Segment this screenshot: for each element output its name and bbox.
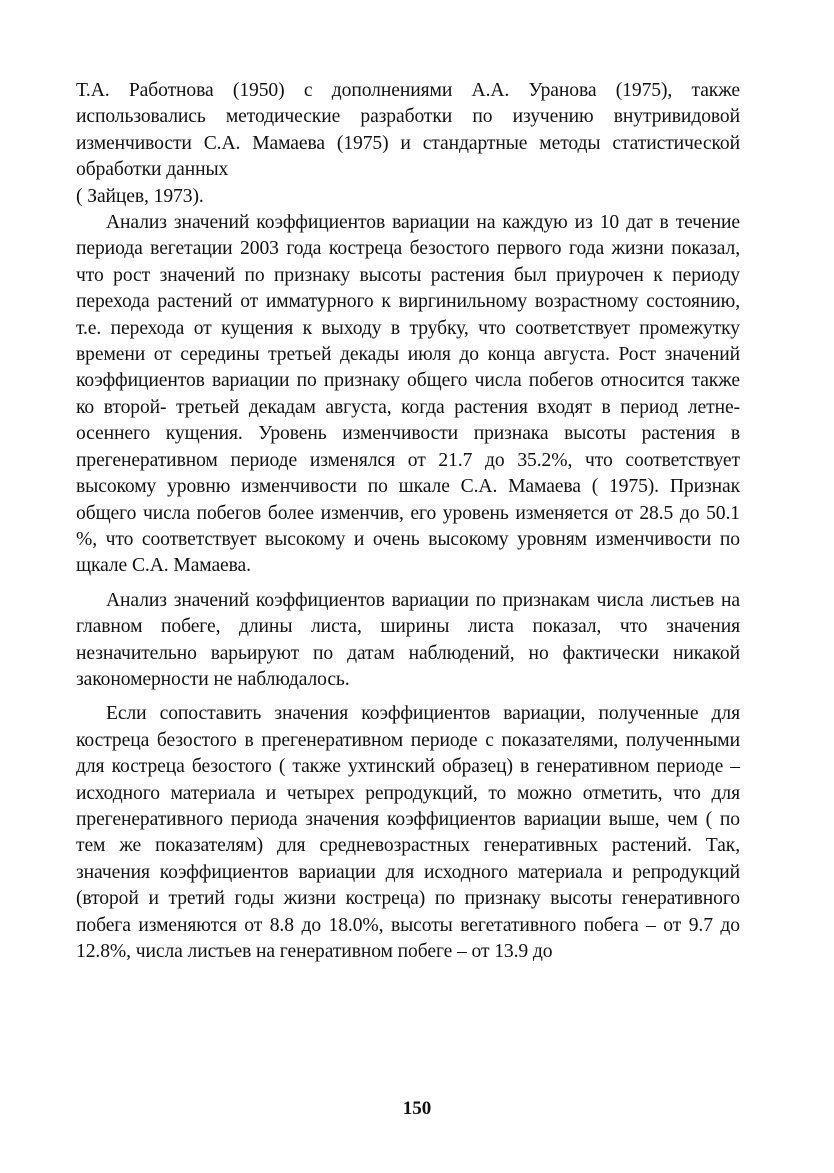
paragraph-continuation: Т.А. Работнова (1950) с дополнениями А.А. Уранова (1975), также использовались методические разработки по изучению внутривидовой изменчивости С.А. Мамаева (1975) и стандартные методы статистической обработки данных [76, 80, 740, 181]
paragraph-citation: ( Зайцев, 1973). [76, 185, 204, 207]
body-text [76, 78, 740, 965]
paragraph-variation-analysis: Анализ значений коэффициентов вариации на каждую из 10 дат в течение периода вегетации 2003 года костреца безостого первого года жизни показал, что рост значений по признаку высоты растения был приурочен к периоду перехода растений от имматурного к виргинильному возрастному состоянию, т.е. перехода от кущения к выходу в трубку, что соответствует промежутку времени от середины третьей декады июля до конца августа. Рост значений коэффициентов вариации по признаку общего числа побегов относится также ко второй- третьей декадам августа, когда растения входят в период летне- осеннего кущения. Уровень изменчивости признака высоты растения в прегенеративном периоде изменялся от 21.7 до 35.2%, что соответствует высокому уровню изменчивости по шкале С.А. Мамаева ( 1975). Признак общего числа побегов более изменчив, его уровень изменяется от 28.5 до 50.1 %, что соответствует высокому и очень высокому уровням изменчивости по щкале С.А. Мамаева. [76, 212, 740, 577]
paragraph-leaf-analysis: Анализ значений коэффициентов вариации по признакам числа листьев на главном побеге, длины листа, ширины листа показал, что значения незначительно варьируют по датам наблюдений, но фактически никакой закономерности не наблюдалось. [76, 589, 740, 690]
paragraph-comparison: Если сопоставить значения коэффициентов вариации, полученные для костреца безостого в прегенеративном периоде с показателями, полученными для костреца безостого ( также ухтинский образец) в генеративном периоде – исходного материала и четырех репродукций, то можно отметить, что для прегенеративного периода значения коэффициентов вариации выше, чем ( по тем же показателям) для средневозрастных генеративных растений. Так, значения коэффициентов вариации для исходного материала и репродукций (второй и третий годы жизни костреца) по признаку высоты генеративного побега изменяются от 8.8 до 18.0%, высоты вегетативного побега – от 9.7 до 12.8%, числа листьев на генеративном побеге – от 13.9 до [76, 703, 740, 962]
page-number: 150 [402, 1098, 432, 1119]
